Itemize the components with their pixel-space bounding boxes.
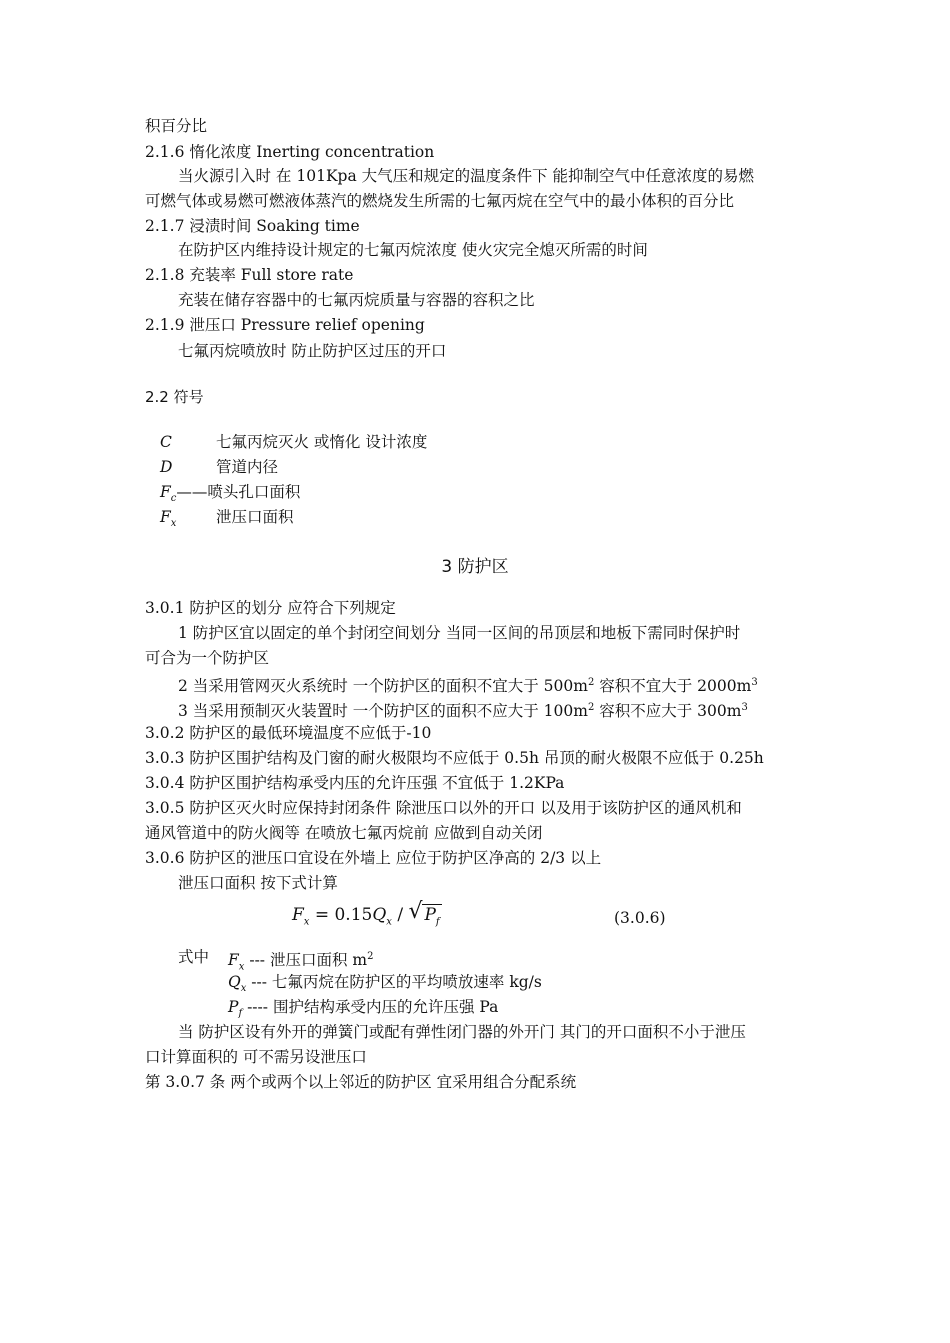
term-heading: 2.1.8 充装率 Full store rate [145, 266, 354, 284]
clause-line: 3.0.3 防护区围护结构及门窗的耐火极限均不应低于 0.5h 吊顶的耐火极限不应低于 0.25h [145, 749, 764, 767]
formula-symbol: Q [372, 905, 387, 925]
formula-subscript: x [386, 916, 392, 928]
symbol-desc: 七氟丙烷灭火 或惰化 设计浓度 [216, 433, 428, 451]
text-line: 通风管道中的防火阀等 在喷放七氟丙烷前 应做到自动关闭 [145, 824, 543, 842]
text-line: 可合为一个防护区 [145, 649, 270, 667]
text-line: 1 防护区宜以固定的单个封闭空间划分 当同一区间的吊顶层和地板下需同时保护时 [178, 624, 741, 642]
symbol-key: C [160, 433, 172, 451]
symbol-row [160, 457, 278, 477]
formula-symbol: P [424, 905, 436, 925]
superscript: 2 [367, 951, 374, 962]
where-label: 式中 [178, 948, 210, 966]
clause-line: 3.0.4 防护区围护结构承受内压的允许压强 不宜低于 1.2KPa [145, 774, 565, 792]
symbol-row [160, 482, 300, 509]
var-desc: --- 七氟丙烷在防护区的平均喷放速率 kg/s [246, 973, 542, 991]
where-item [228, 972, 542, 999]
var-symbol: F [228, 951, 239, 970]
symbol-key: F [160, 483, 171, 501]
sqrt-sign: √ $P_f$ [408, 899, 440, 928]
symbol-key: F [160, 508, 171, 526]
clause-line: 3.0.6 防护区的泄压口宜设在外墙上 应位于防护区净高的 2/3 以上 [145, 849, 602, 867]
equation-number: (3.0.6) [614, 909, 666, 927]
symbol-row [160, 507, 294, 534]
var-desc: --- 泄压口面积 m [244, 951, 368, 970]
chapter-title: 3 防护区 [441, 557, 509, 577]
text-line: 口计算面积的 可不需另设泄压口 [145, 1048, 367, 1066]
var-subscript: x [238, 961, 245, 973]
text-span: 2 当采用管网灭火系统时 一个防护区的面积不宜大于 500m [178, 677, 588, 696]
text-span: 容积不应大于 300m [594, 702, 742, 721]
superscript: 2 [587, 702, 595, 713]
formula [292, 899, 442, 928]
text-span: 容积不宜大于 2000m [594, 677, 752, 696]
clause-line: 3.0.5 防护区灭火时应保持封闭条件 除泄压口以外的开口 以及用于该防护区的通风机和 [145, 799, 742, 817]
formula-symbol: F [292, 905, 304, 925]
formula-subscript: f [435, 916, 440, 928]
symbol-row [160, 432, 427, 452]
superscript: 2 [587, 677, 595, 688]
symbol-key: D [160, 458, 173, 476]
text-line: 在防护区内维持设计规定的七氟丙烷浓度 使火灾完全熄灭所需的时间 [178, 241, 648, 259]
var-subscript: x [240, 983, 247, 995]
superscript: 3 [751, 677, 758, 688]
var-subscript: f [238, 1008, 243, 1020]
clause-line: 第 3.0.7 条 两个或两个以上邻近的防护区 宜采用组合分配系统 [145, 1073, 577, 1091]
clause-heading: 3.0.1 防护区的划分 应符合下列规定 [145, 599, 396, 617]
text-line [178, 673, 758, 696]
text-line: 七氟丙烷喷放时 防止防护区过压的开口 [178, 342, 447, 360]
clause-line: 3.0.2 防护区的最低环境温度不应低于-10 [145, 724, 432, 742]
symbol-desc: 泄压口面积 [216, 508, 294, 526]
var-desc: ---- 围护结构承受内压的允许压强 Pa [242, 998, 499, 1016]
var-symbol: P [228, 998, 239, 1016]
term-heading: 2.1.6 惰化浓度 Inerting concentration [145, 143, 435, 161]
text-line [178, 698, 748, 721]
symbol-desc: ——喷头孔口面积 [176, 483, 301, 501]
text-line: 可燃气体或易燃可燃液体蒸汽的燃烧发生所需的七氟丙烷在空气中的最小体积的百分比 [145, 192, 735, 210]
text-line: 当火源引入时 在 101Kpa 大气压和规定的温度条件下 能抑制空气中任意浓度的易燃 [178, 167, 755, 185]
text-line: 充装在储存容器中的七氟丙烷质量与容器的容积之比 [178, 291, 535, 309]
symbol-subscript: c [170, 493, 177, 505]
section-heading: 2.2 符号 [145, 388, 204, 406]
text-line: 积百分比 [145, 117, 208, 135]
text-line: 泄压口面积 按下式计算 [178, 874, 338, 892]
text-span: 3 当采用预制灭火装置时 一个防护区的面积不应大于 100m [178, 702, 588, 721]
symbol-subscript: x [170, 518, 177, 530]
where-item [228, 997, 498, 1024]
text-line: 当 防护区设有外开的弹簧门或配有弹性闭门器的外开门 其门的开口面积不小于泄压 [178, 1023, 746, 1041]
var-symbol: Q [228, 973, 241, 991]
superscript: 3 [741, 702, 748, 713]
symbol-desc: 管道内径 [216, 458, 279, 476]
term-heading: 2.1.9 泄压口 Pressure relief opening [145, 316, 425, 334]
term-heading: 2.1.7 浸渍时间 Soaking time [145, 217, 360, 235]
formula-subscript: x [303, 916, 310, 928]
formula-text: = 0.15 [309, 905, 373, 925]
formula-text: / [391, 905, 409, 925]
